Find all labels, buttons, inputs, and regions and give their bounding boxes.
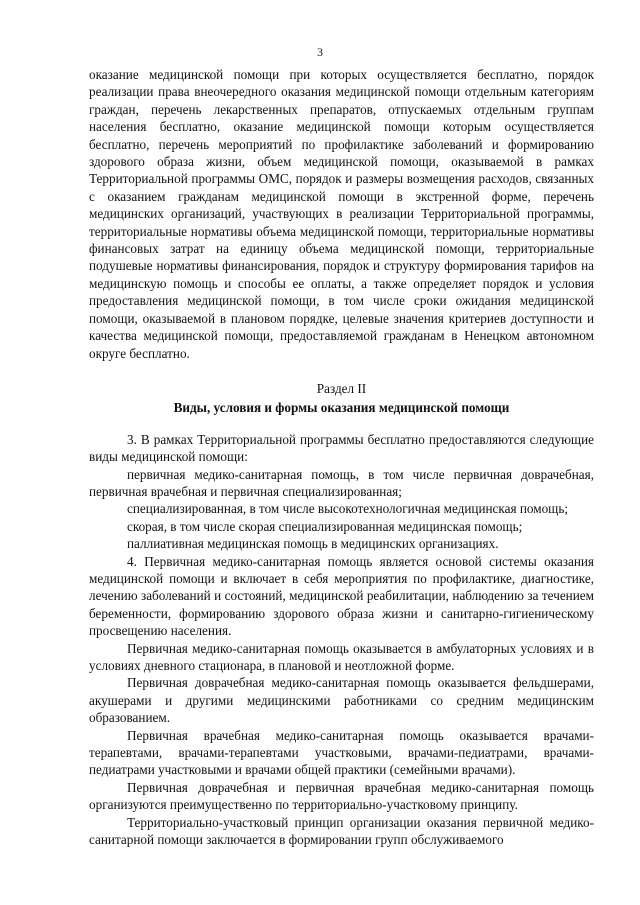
section-title: Виды, условия и формы оказания медицинской помощи (173, 400, 510, 416)
paragraph-specialized-care: специализированная, в том числе высокотехнологичная медицинская помощь; (127, 501, 569, 517)
page-number: 3 (317, 45, 323, 59)
paragraph-emergency-care: скорая, в том числе скорая специализированная медицинская помощь; (127, 518, 523, 534)
paragraph-palliative-care: паллиативная медицинская помощь в медицинских организациях. (127, 536, 499, 552)
paragraph-doctor-care: Первичная врачебная медико-санитарная помощь оказывается врачами-терапевтами, врачами-терапевтами участковыми, врачами-педиатрами, врачами-педиатрами участковыми и врачами общей практики (семейными врачами). (89, 727, 594, 778)
document-body (89, 66, 594, 848)
paragraph-outpatient-conditions: Первичная медико-санитарная помощь оказывается в амбулаторных условиях и в условиях дневного стационара, в плановой и неотложной форме. (89, 640, 594, 673)
paragraph-pre-doctor-care: Первичная доврачебная медико-санитарная помощь оказывается фельдшерами, акушерами и другими медицинскими работниками со средним медицинским образованием. (89, 675, 594, 726)
paragraph-primary-care: первичная медико-санитарная помощь, в том числе первичная доврачебная, первичная врачебная и первичная специализированная; (89, 466, 594, 499)
paragraph-territorial-principle: Первичная доврачебная и первичная врачебная медико-санитарная помощь организуются преимущественно по территориально-участковому принципу. (89, 779, 594, 813)
paragraph-continuation: оказание медицинской помощи при которых осуществляется бесплатно, порядок реализации права внеочередного оказания медицинской помощи отдельным категориям граждан, перечень лекарственных препаратов, отпускаемых отдельным группам населения бесплатно, оказание медицинской помощи которым осуществляется бесплатно, перечень мероприятий по профилактике заболеваний и формированию здорового образа жизни, объем медицинской помощи, оказываемой в рамках Территориальной программы ОМС, порядок и размеры возмещения расходов, связанных с оказанием гражданам медицинской помощи в экстренной форме, перечень медицинских организаций, участвующих в реализации Территориальной программы, территориальные нормативы объема медицинской помощи, территориальные нормативы финансовых затрат на единицу объема медицинской помощи, территориальные подушевые нормативы финансирования, порядок и структуру формирования тарифов на медицинскую помощь и способы ее оплаты, а также определяет порядок и условия предоставления медицинской помощи, в том числе сроки ожидания медицинской помощи, оказываемой в плановом порядке, целевые значения критериев доступности и качества медицинской помощи, предоставляемой гражданам в Ненецком автономном округе бесплатно. (89, 67, 594, 361)
section-label: Раздел II (316, 380, 367, 396)
paragraph-item-4: 4. Первичная медико-санитарная помощь является основой системы оказания медицинской помощи и включает в себя мероприятия по профилактике, диагностике, лечению заболеваний и состояний, медицинской реабилитации, наблюдению за течением беременности, формированию здорового образа жизни и санитарно-гигиеническому просвещению населения. (89, 553, 594, 639)
paragraph-item-3: 3. В рамках Территориальной программы бесплатно предоставляются следующие виды медицинской помощи: (89, 431, 594, 465)
paragraph-territorial-groups: Территориально-участковый принцип организации оказания первичной медико-санитарной помощи заключается в формировании групп обслуживаемого (89, 814, 594, 848)
